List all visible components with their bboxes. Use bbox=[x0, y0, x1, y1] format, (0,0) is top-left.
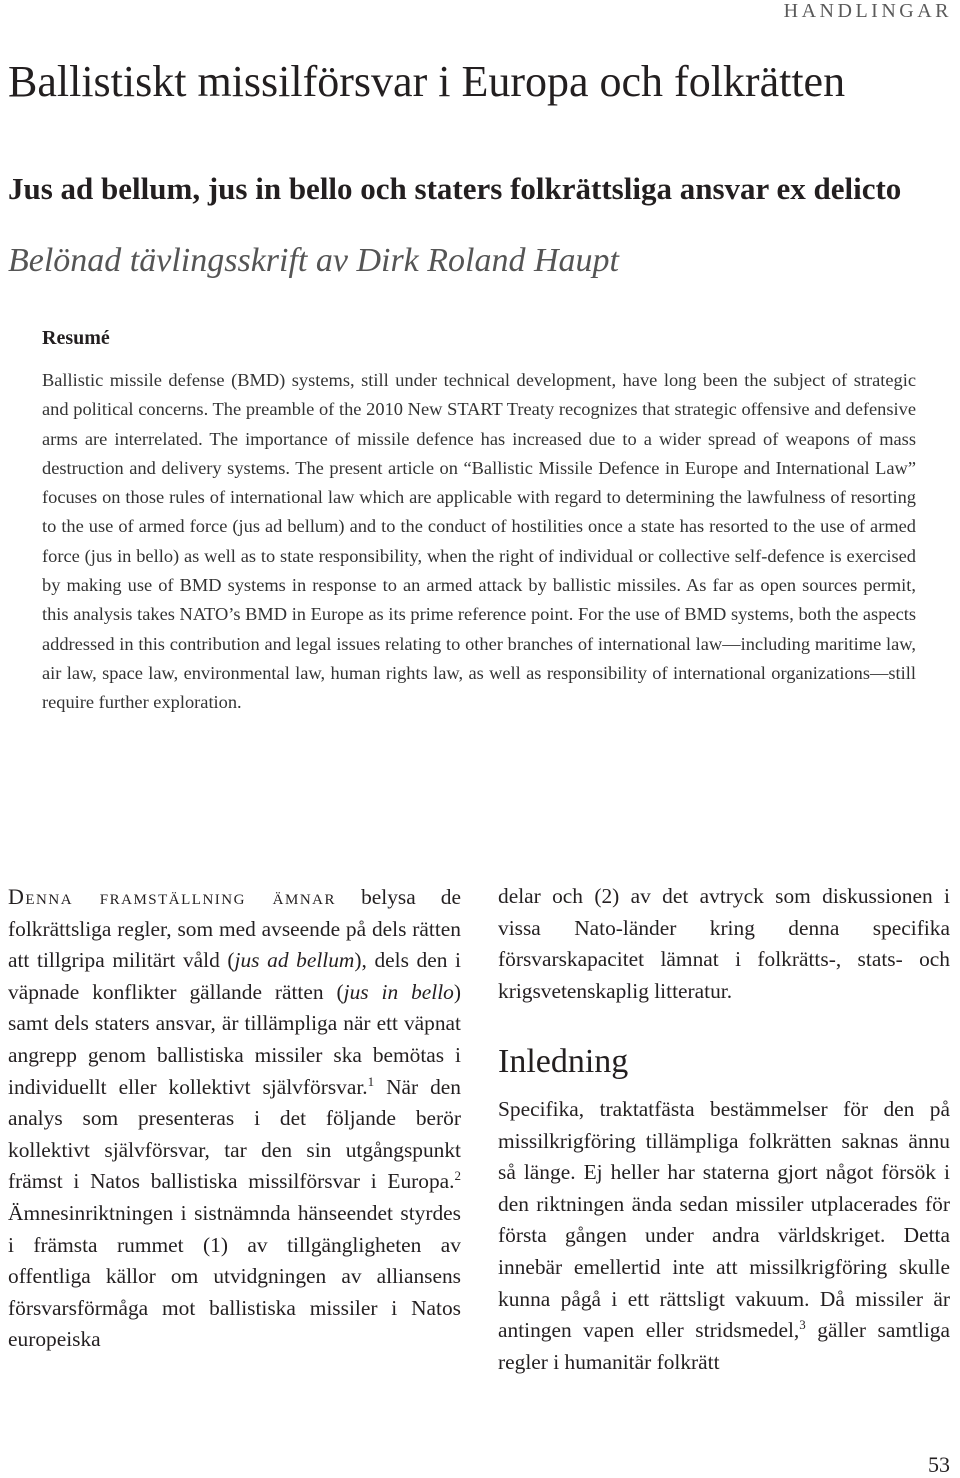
article-title: Ballistiskt missilförsvar i Europa och folkrätten bbox=[8, 57, 846, 106]
body-text: ) samt dels staters ansvar, är tillämpliga när ett väpnat angrepp genom ballistiska missiler ska bemötas i individuellt eller kollektivt självförsvar. bbox=[8, 979, 461, 1099]
body-text: ), dels den i väpnade konflikter gällande rätten ( bbox=[8, 948, 461, 1004]
body-text: gäller samtliga regler i humanitär folkrätt bbox=[498, 1318, 950, 1374]
abstract-heading: Resumé bbox=[42, 327, 110, 349]
footnote-ref: 1 bbox=[367, 1073, 375, 1089]
author-line: Belönad tävlingsskrift av Dirk Roland Haupt bbox=[8, 242, 619, 279]
lead-in: Denna framställning ämnar bbox=[8, 884, 337, 909]
body-text: När den analys som presenteras i det följande berör kollektivt självförsvar, tar den sin utgångspunkt främst i Natos ballistiska missilförsvar i Europa. bbox=[8, 1074, 461, 1194]
body-column-left bbox=[8, 881, 461, 1356]
running-header: HANDLINGAR bbox=[783, 0, 952, 22]
page-number: 53 bbox=[928, 1452, 950, 1477]
footnote-ref: 2 bbox=[454, 1168, 461, 1184]
latin-term: jus in bello bbox=[343, 979, 454, 1004]
body-text: Ämnesinriktningen i sistnämnda hänseendet styrdes i främsta rummet (1) av tillgängligheten av offentliga källor om utvidgningen av alliansens försvarsförmåga mot ballistiska missiler i Natos europeiska bbox=[8, 1200, 461, 1352]
body-paragraph-intro bbox=[8, 881, 461, 1356]
article-subtitle: Jus ad bellum, jus in bello och staters folkrättsliga ansvar ex delicto bbox=[8, 171, 902, 206]
body-text: Specifika, traktatfästa bestämmelser för den på missilkrigföring tillämpliga folkrätten saknas ännu så länge. Ej heller har staterna gjort något försök i den riktningen ända sedan missiler utplacerades för första gången under andra världskriget. Detta innebär emellertid inte att missilkrigföring skulle kunna pågå i ett rättsligt vakuum. Då missiler är antingen vapen eller stridsmedel, bbox=[498, 1097, 950, 1343]
abstract-text: Ballistic missile defense (BMD) systems, still under technical development, have long been the subject of strategic and political concerns. The preamble of the 2010 New START Treaty recognizes that strategic offensive and defensive arms are interrelated. The importance of missile defence has increased due to a wider spread of weapons of mass destruction and delivery systems. The present article on “Ballistic Missile Defence in Europe and International Law” focuses on those rules of international law which are applicable with regard to determining the lawfulness of resorting to the use of armed force (jus ad bellum) and to the conduct of hostilities once a state has resorted to the use of armed force (jus in bello) as well as to state responsibility, when the right of individual or collective self-defence is exercised by making use of BMD systems in response to an armed attack by ballistic missiles. As far as open sources permit, this analysis takes NATO’s BMD in Europe as its prime reference point. For the use of BMD systems, both the aspects addressed in this contribution and legal issues relating to other branches of international law—including maritime law, air law, space law, environmental law, human rights law, as well as responsibility of international organizations—still require further exploration. bbox=[42, 370, 916, 713]
latin-term: jus ad bellum bbox=[234, 948, 355, 973]
body-paragraph-continuation: delar och (2) av det avtryck som diskussionen i vissa Nato-länder kring denna specifika försvarskapacitet lämnat i folkrätts-, stats- och krigsvetenskaplig litteratur. bbox=[498, 884, 950, 1003]
footnote-ref: 3 bbox=[799, 1317, 806, 1333]
body-paragraph-inledning bbox=[498, 1094, 950, 1378]
section-heading-inledning: Inledning bbox=[498, 1043, 629, 1080]
body-column-right-top bbox=[498, 881, 950, 1007]
body-text: belysa de folkrättsliga regler, som med avseende på dels rätten att tillgripa militärt våld ( bbox=[8, 885, 461, 973]
body-column-right-bottom bbox=[498, 1094, 950, 1378]
